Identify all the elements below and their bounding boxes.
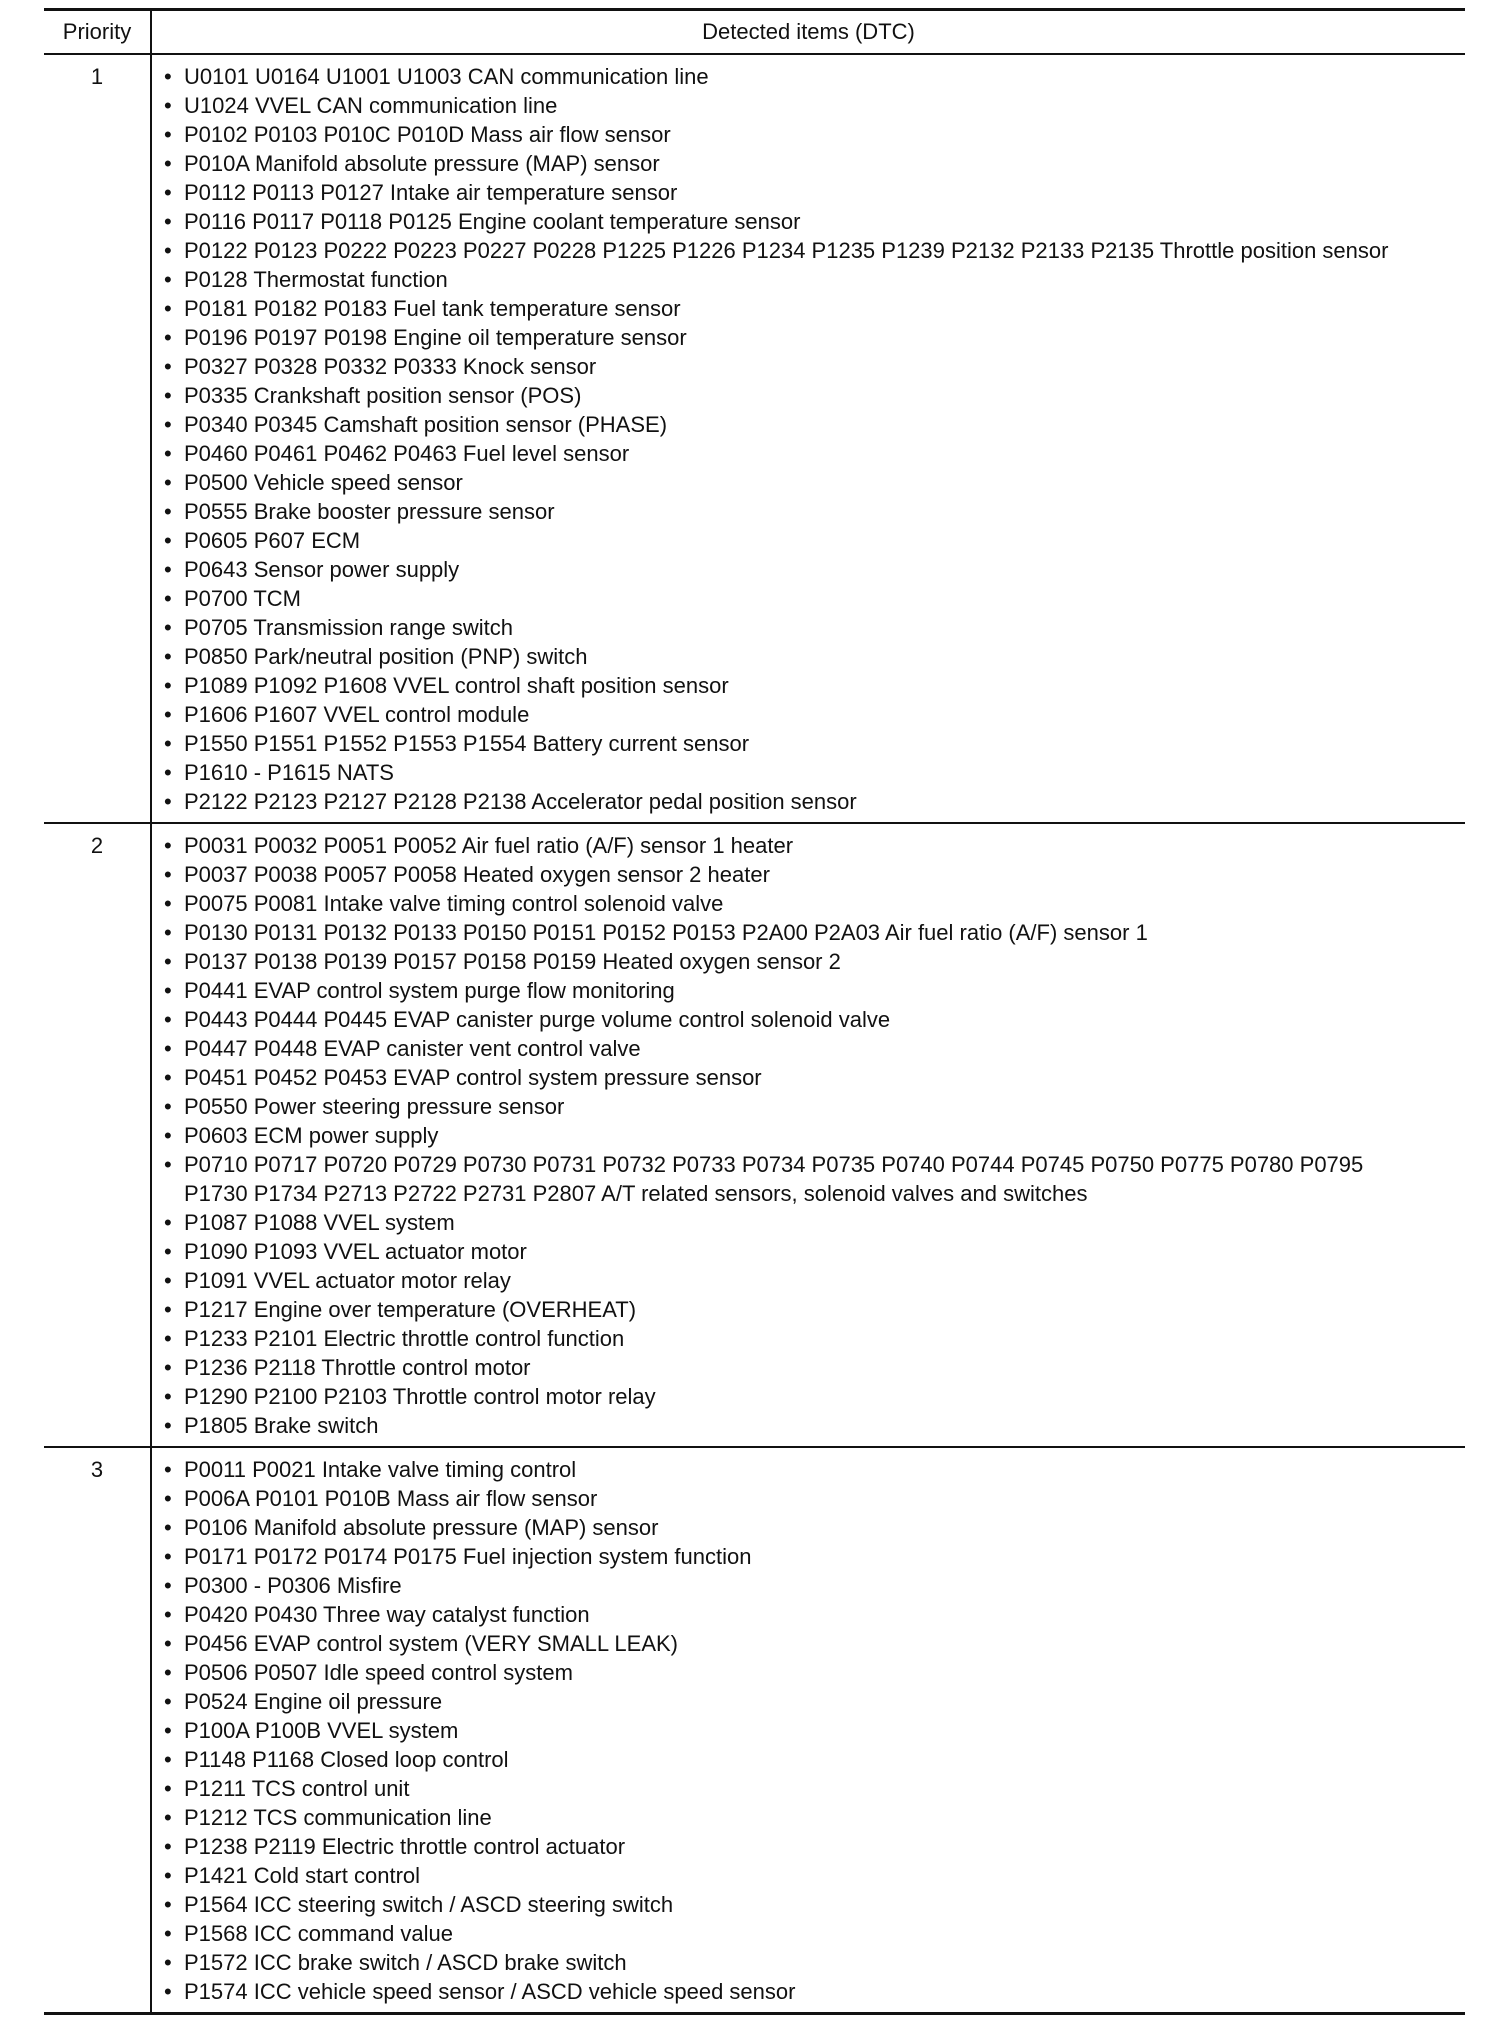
dtc-list-item xyxy=(152,613,1465,642)
dtc-item-text: • P010A Manifold absolute pressure (MAP) sensor xyxy=(184,150,660,176)
dtc-list-item xyxy=(152,1948,1465,1977)
dtc-list-item xyxy=(152,1092,1465,1121)
dtc-item-text: • P1236 P2118 Throttle control motor xyxy=(184,1354,531,1380)
dtc-list-item xyxy=(152,265,1465,294)
dtc-item-text: • P1211 TCS control unit xyxy=(184,1775,410,1801)
dtc-item-text: • P0443 P0444 P0445 EVAP canister purge volume control solenoid valve xyxy=(184,1006,891,1032)
dtc-list-item xyxy=(152,381,1465,410)
dtc-item-text: • P0710 P0717 P0720 P0729 P0730 P0731 P0732 P0733 P0734 P0735 P0740 P0744 P0745 P0750 P0775 P0780 P0795 xyxy=(184,1151,1364,1177)
dtc-list-item xyxy=(152,120,1465,149)
dtc-list-item xyxy=(152,1005,1465,1034)
dtc-list xyxy=(152,1455,1465,2006)
table-body xyxy=(44,54,1465,2014)
dtc-item-text: • P1090 P1093 VVEL actuator motor xyxy=(184,1238,527,1264)
dtc-list xyxy=(152,831,1465,1440)
dtc-list-item xyxy=(152,178,1465,207)
dtc-list-item xyxy=(152,149,1465,178)
dtc-list-item xyxy=(152,410,1465,439)
dtc-item-text: • P0447 P0448 EVAP canister vent control valve xyxy=(184,1035,641,1061)
dtc-list-item xyxy=(152,1121,1465,1150)
detected-items-column-header: Detected items (DTC) xyxy=(151,10,1465,54)
dtc-list-item xyxy=(152,584,1465,613)
dtc-list-item xyxy=(152,1658,1465,1687)
dtc-item-text: • P0128 Thermostat function xyxy=(184,266,448,292)
dtc-list-item xyxy=(152,860,1465,889)
dtc-list-item xyxy=(152,207,1465,236)
dtc-item-text: • P0335 Crankshaft position sensor (POS) xyxy=(184,382,582,408)
dtc-priority-table xyxy=(44,8,1465,2015)
dtc-item-text: • P0524 Engine oil pressure xyxy=(184,1688,443,1714)
dtc-item-text: • P0456 EVAP control system (VERY SMALL LEAK) xyxy=(184,1630,679,1656)
detected-items-cell xyxy=(151,823,1465,1447)
dtc-list-item xyxy=(152,947,1465,976)
dtc-item-text: • P0102 P0103 P010C P010D Mass air flow sensor xyxy=(184,121,671,147)
dtc-list-item xyxy=(152,1382,1465,1411)
dtc-list-item xyxy=(152,497,1465,526)
dtc-item-text: • P0112 P0113 P0127 Intake air temperature sensor xyxy=(184,179,678,205)
priority-row-2 xyxy=(44,823,1465,1447)
priority-value: 2 xyxy=(44,823,151,1447)
dtc-item-text: • P0460 P0461 P0462 P0463 Fuel level sensor xyxy=(184,440,630,466)
dtc-item-text: • P0106 Manifold absolute pressure (MAP) sensor xyxy=(184,1514,659,1540)
dtc-list-item xyxy=(152,1745,1465,1774)
dtc-item-text: • P1572 ICC brake switch / ASCD brake switch xyxy=(184,1949,627,1975)
dtc-item-text: • P1233 P2101 Electric throttle control function xyxy=(184,1325,625,1351)
dtc-list-item xyxy=(152,1890,1465,1919)
dtc-item-text: • P0451 P0452 P0453 EVAP control system pressure sensor xyxy=(184,1064,762,1090)
dtc-item-text: • P0850 Park/neutral position (PNP) switch xyxy=(184,643,588,669)
dtc-item-text: • P1421 Cold start control xyxy=(184,1862,421,1888)
dtc-list-item xyxy=(152,1803,1465,1832)
dtc-item-text: • P0031 P0032 P0051 P0052 Air fuel ratio (A/F) sensor 1 heater xyxy=(184,832,794,858)
dtc-list-item xyxy=(152,352,1465,381)
dtc-list-item xyxy=(152,1716,1465,1745)
dtc-list-item xyxy=(152,1977,1465,2006)
dtc-item-text: • P006A P0101 P010B Mass air flow sensor xyxy=(184,1485,598,1511)
dtc-item-text: • P1087 P1088 VVEL system xyxy=(184,1209,455,1235)
table-header xyxy=(44,10,1465,54)
dtc-list-item xyxy=(152,236,1465,265)
detected-items-cell xyxy=(151,54,1465,823)
dtc-list-item xyxy=(152,1266,1465,1295)
dtc-item-text: • P0643 Sensor power supply xyxy=(184,556,460,582)
dtc-list-item xyxy=(152,1542,1465,1571)
dtc-item-text: • P0700 TCM xyxy=(184,585,301,611)
dtc-item-text: • P0196 P0197 P0198 Engine oil temperature sensor xyxy=(184,324,687,350)
dtc-list-item xyxy=(152,1324,1465,1353)
dtc-list-item xyxy=(152,323,1465,352)
dtc-list-item xyxy=(152,555,1465,584)
dtc-list-item xyxy=(152,1832,1465,1861)
dtc-list-item xyxy=(152,1513,1465,1542)
dtc-item-text: • P1089 P1092 P1608 VVEL control shaft position sensor xyxy=(184,672,729,698)
dtc-item-text: • P0011 P0021 Intake valve timing control xyxy=(184,1456,577,1482)
dtc-list-item xyxy=(152,1919,1465,1948)
dtc-item-text: • P1610 - P1615 NATS xyxy=(184,759,394,785)
priority-row-3 xyxy=(44,1447,1465,2014)
dtc-item-text: • P1606 P1607 VVEL control module xyxy=(184,701,530,727)
dtc-item-text: • P0075 P0081 Intake valve timing control solenoid valve xyxy=(184,890,724,916)
dtc-list-item xyxy=(152,1861,1465,1890)
header-row xyxy=(44,10,1465,54)
dtc-item-text: • P0555 Brake booster pressure sensor xyxy=(184,498,555,524)
dtc-item-text: • P100A P100B VVEL system xyxy=(184,1717,459,1743)
dtc-item-text: • P0130 P0131 P0132 P0133 P0150 P0151 P0152 P0153 P2A00 P2A03 Air fuel ratio (A/F) sensor 1 xyxy=(184,919,1148,945)
dtc-list-item xyxy=(152,1295,1465,1324)
dtc-item-text: • P0603 ECM power supply xyxy=(184,1122,439,1148)
dtc-list xyxy=(152,62,1465,816)
dtc-list-item xyxy=(152,642,1465,671)
dtc-item-text: • P2122 P2123 P2127 P2128 P2138 Accelerator pedal position sensor xyxy=(184,788,857,814)
dtc-item-text: • P1091 VVEL actuator motor relay xyxy=(184,1267,511,1293)
dtc-item-text: • P1574 ICC vehicle speed sensor / ASCD vehicle speed sensor xyxy=(184,1978,796,2004)
dtc-list-item xyxy=(152,1687,1465,1716)
priority-value: 1 xyxy=(44,54,151,823)
dtc-item-text: • P0605 P607 ECM xyxy=(184,527,361,553)
dtc-list-item xyxy=(152,1034,1465,1063)
dtc-list-item xyxy=(152,1571,1465,1600)
dtc-list-item xyxy=(152,1600,1465,1629)
detected-items-cell xyxy=(151,1447,1465,2014)
dtc-list-item xyxy=(152,1150,1465,1208)
dtc-list-item xyxy=(152,787,1465,816)
dtc-item-text: • P1212 TCS communication line xyxy=(184,1804,492,1830)
dtc-list-item xyxy=(152,1208,1465,1237)
dtc-list-item xyxy=(152,1774,1465,1803)
dtc-list-item xyxy=(152,439,1465,468)
dtc-list-item xyxy=(152,1629,1465,1658)
dtc-item-text: • P0420 P0430 Three way catalyst function xyxy=(184,1601,590,1627)
dtc-list-item xyxy=(152,831,1465,860)
dtc-list-item xyxy=(152,1237,1465,1266)
dtc-item-text: • P0116 P0117 P0118 P0125 Engine coolant temperature sensor xyxy=(184,208,801,234)
dtc-item-text: • P0122 P0123 P0222 P0223 P0227 P0228 P1225 P1226 P1234 P1235 P1239 P2132 P2133 P2135 Throttle position sensor xyxy=(184,237,1389,263)
dtc-item-text: • P1290 P2100 P2103 Throttle control motor relay xyxy=(184,1383,656,1409)
dtc-list-item xyxy=(152,729,1465,758)
dtc-item-text: • P1238 P2119 Electric throttle control actuator xyxy=(184,1833,626,1859)
dtc-item-text: • P1805 Brake switch xyxy=(184,1412,379,1438)
dtc-item-text: • P0181 P0182 P0183 Fuel tank temperature sensor xyxy=(184,295,681,321)
dtc-list-item xyxy=(152,700,1465,729)
dtc-item-text: • P0137 P0138 P0139 P0157 P0158 P0159 Heated oxygen sensor 2 xyxy=(184,948,841,974)
dtc-list-item xyxy=(152,468,1465,497)
dtc-item-text: • P0441 EVAP control system purge flow monitoring xyxy=(184,977,675,1003)
dtc-item-text: • U0101 U0164 U1001 U1003 CAN communication line xyxy=(184,63,709,89)
dtc-item-text: • P0327 P0328 P0332 P0333 Knock sensor xyxy=(184,353,597,379)
priority-value: 3 xyxy=(44,1447,151,2014)
dtc-list-item xyxy=(152,889,1465,918)
dtc-item-text: • P0340 P0345 Camshaft position sensor (PHASE) xyxy=(184,411,668,437)
dtc-list-item xyxy=(152,758,1465,787)
dtc-item-text: • P0550 Power steering pressure sensor xyxy=(184,1093,565,1119)
dtc-item-text: • P1550 P1551 P1552 P1553 P1554 Battery current sensor xyxy=(184,730,750,756)
priority-column-header: Priority xyxy=(44,10,151,54)
dtc-item-text: • P0171 P0172 P0174 P0175 Fuel injection system function xyxy=(184,1543,752,1569)
dtc-item-text: • P0500 Vehicle speed sensor xyxy=(184,469,463,495)
dtc-list-item xyxy=(152,671,1465,700)
dtc-list-item xyxy=(152,294,1465,323)
dtc-list-item xyxy=(152,1455,1465,1484)
dtc-list-item xyxy=(152,1353,1465,1382)
dtc-list-item xyxy=(152,1484,1465,1513)
dtc-item-text: • P0037 P0038 P0057 P0058 Heated oxygen sensor 2 heater xyxy=(184,861,770,887)
dtc-list-item xyxy=(152,526,1465,555)
dtc-list-item xyxy=(152,976,1465,1005)
dtc-list-item xyxy=(152,1411,1465,1440)
dtc-item-text: • P0705 Transmission range switch xyxy=(184,614,513,640)
dtc-item-text: • U1024 VVEL CAN communication line xyxy=(184,92,558,118)
dtc-list-item xyxy=(152,918,1465,947)
dtc-list-item xyxy=(152,1063,1465,1092)
dtc-item-text: • P1148 P1168 Closed loop control xyxy=(184,1746,509,1772)
dtc-item-text: • P1217 Engine over temperature (OVERHEAT) xyxy=(184,1296,637,1322)
dtc-list-item xyxy=(152,91,1465,120)
dtc-item-text: • P1568 ICC command value xyxy=(184,1920,454,1946)
dtc-item-text: • P1564 ICC steering switch / ASCD steering switch xyxy=(184,1891,674,1917)
dtc-list-item xyxy=(152,62,1465,91)
dtc-item-text: • P0506 P0507 Idle speed control system xyxy=(184,1659,573,1685)
dtc-item-text: P1730 P1734 P2713 P2722 P2731 P2807 A/T related sensors, solenoid valves and switches xyxy=(184,1180,1088,1206)
priority-row-1 xyxy=(44,54,1465,823)
dtc-item-text: • P0300 - P0306 Misfire xyxy=(184,1572,402,1598)
